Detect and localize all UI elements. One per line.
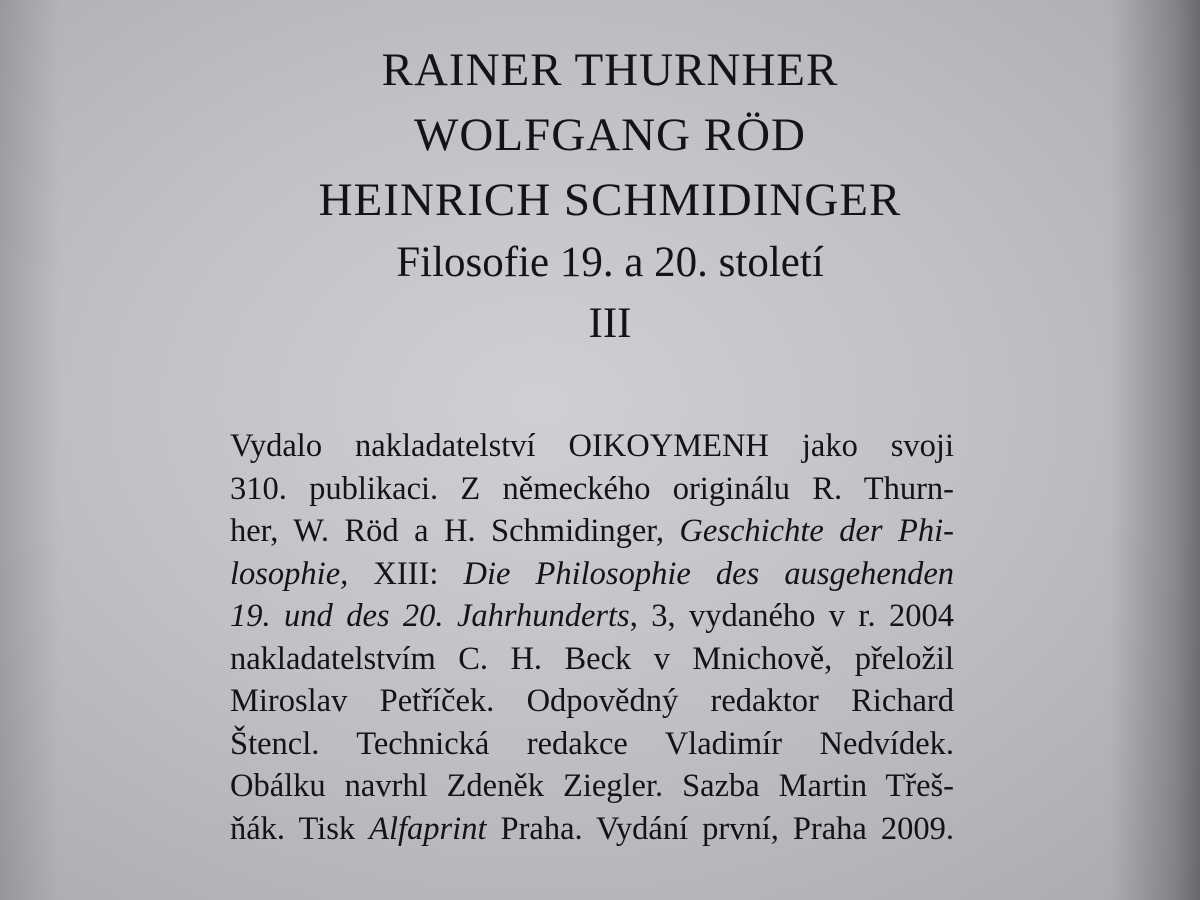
colophon-line (230, 765, 954, 808)
colophon-italic-text: 19. und des 20. Jahrhunderts (230, 598, 630, 634)
colophon-line (230, 553, 954, 596)
colophon-text: Vydalo nakladatelství OIKOYMENH jako svoji (230, 428, 954, 464)
book-title: Filosofie 19. a 20. století (396, 239, 824, 286)
colophon-line (230, 510, 954, 553)
colophon-text: Štencl. Technická redakce Vladimír Nedvídek. (230, 725, 954, 762)
title-block (220, 38, 1000, 355)
author-name: RAINER THURNHER (381, 44, 839, 96)
colophon-italic-text: Alfaprint (369, 810, 487, 847)
colophon-line (230, 808, 954, 851)
colophon-text: 310. publikaci. Z německého originálu R. Thurn- (230, 470, 954, 507)
colophon-line (230, 680, 954, 723)
colophon-paragraph (230, 425, 954, 850)
colophon-text: nakladatelstvím C. H. Beck v Mnichově, přeložil (230, 640, 954, 677)
author-name: HEINRICH SCHMIDINGER (318, 174, 902, 226)
colophon-text: XIII: (348, 555, 464, 592)
author-name: WOLFGANG RÖD (414, 109, 806, 161)
colophon-line (230, 468, 954, 511)
colophon-text: her, W. Röd a H. Schmidinger, (230, 513, 680, 549)
colophon-line (230, 723, 954, 766)
colophon-line (230, 425, 954, 468)
colophon-italic-text: losophie, (230, 555, 349, 592)
volume-number: III (588, 300, 632, 347)
colophon-italic-text: Geschichte der Phi- (679, 513, 954, 549)
colophon-italic-text: Die Philosophie des ausgehenden (463, 555, 954, 592)
colophon-text: Miroslav Petříček. Odpovědný redaktor Richard (230, 683, 954, 719)
colophon-text: Praha. Vydání první, Praha 2009. (486, 810, 954, 847)
colophon-text: Obálku navrhl Zdeněk Ziegler. Sazba Martin Třeš- (230, 768, 954, 804)
colophon-line (230, 595, 954, 638)
colophon-line (230, 638, 954, 681)
colophon-text: , 3, vydaného v r. 2004 (629, 598, 954, 634)
colophon-text: ňák. Tisk (230, 810, 370, 847)
